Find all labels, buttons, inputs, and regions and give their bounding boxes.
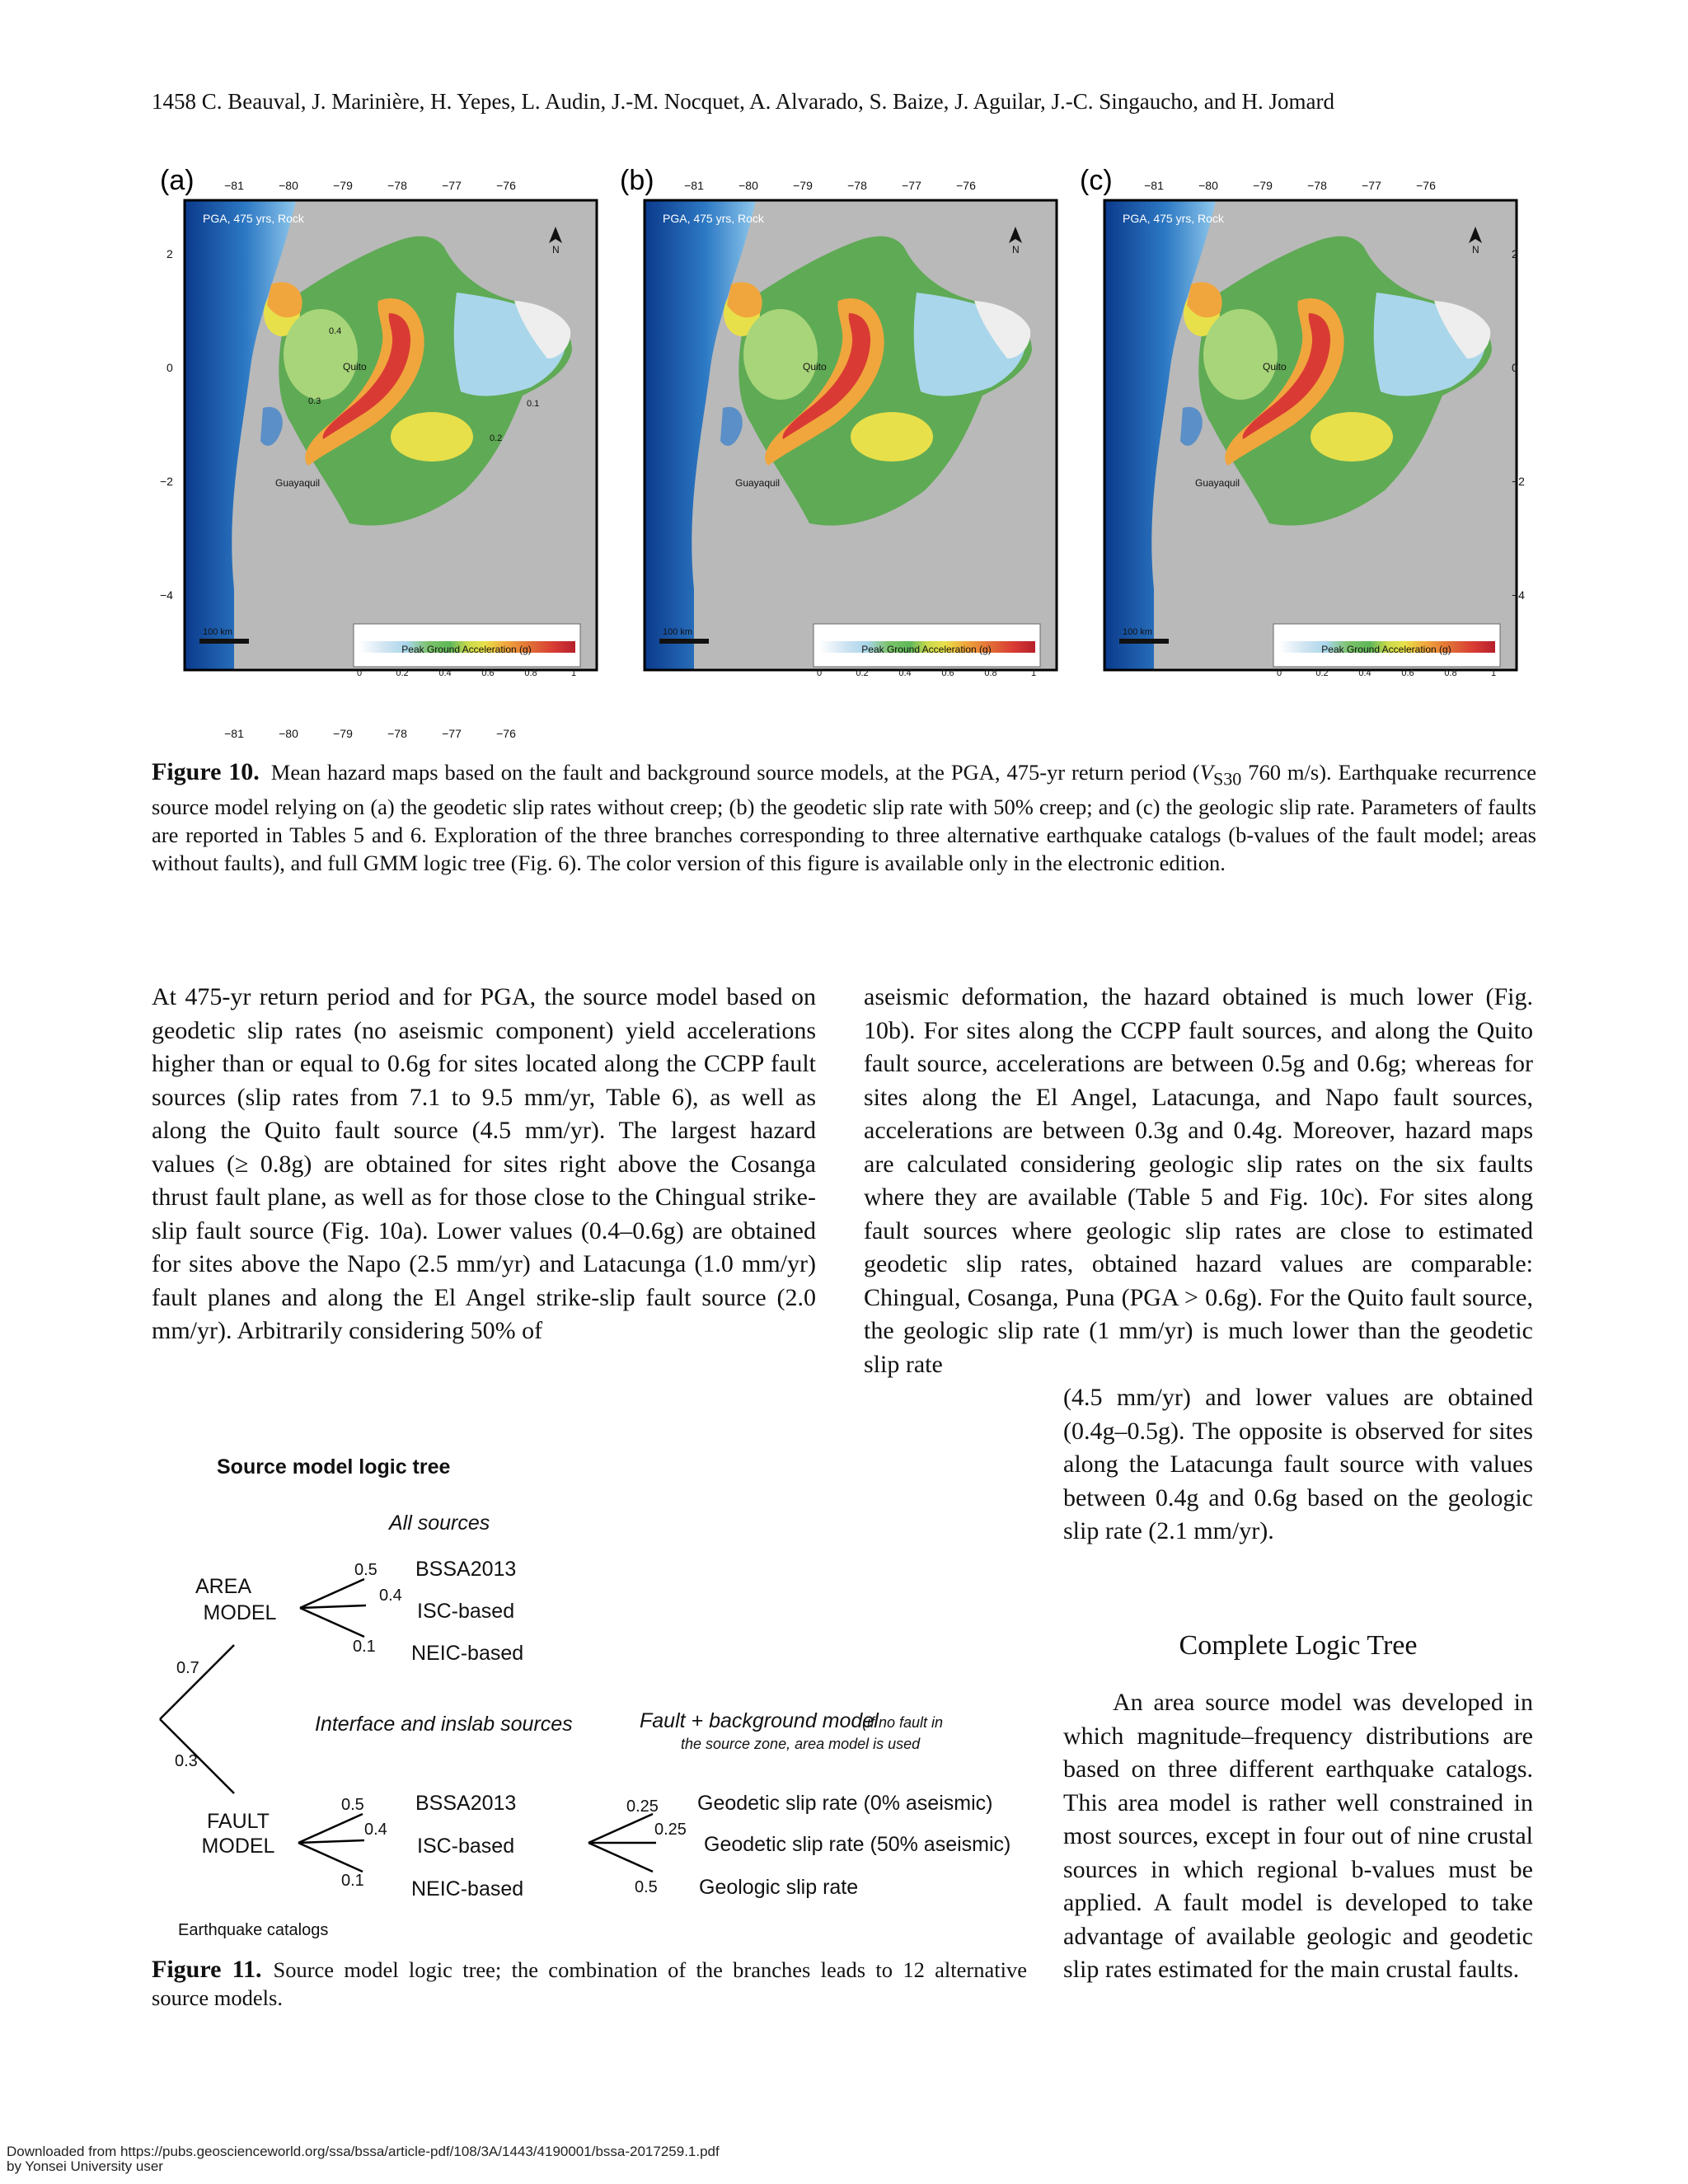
tree-catalogs-caption: Earthquake catalogs <box>178 1921 329 1939</box>
legend-tick: 0.2 <box>396 668 409 678</box>
map-panel-c <box>1104 200 1517 670</box>
city-quito: Quito <box>803 361 827 373</box>
figure-11-label: Figure 11. <box>152 1956 262 1983</box>
lon-tick: −78 <box>387 179 407 192</box>
tree-weight: 0.5 <box>354 1561 377 1579</box>
lon-tick: −76 <box>956 179 976 192</box>
city-guayaquil: Guayaquil <box>275 477 321 489</box>
city-quito: Quito <box>343 361 367 373</box>
lon-tick: −76 <box>496 727 516 740</box>
contour-label: 0.2 <box>490 434 503 443</box>
lat-tick: 0 <box>166 361 173 374</box>
tree-fault-bg-title: Fault + background model <box>640 1709 879 1732</box>
section-paragraph: An area source model was developed in which magnitude–frequency distributions are based on three different earthquake catalogs. This area model is rather well constrained in most sources, except in four out of nine crustal sources in which regional b-values must be applied. A fault model is developed to take advantage of available geologic and geodetic slip rates estimated for the main crustal faults. <box>1063 1689 1533 1983</box>
legend-title: Peak Ground Acceleration (g) <box>861 644 992 655</box>
lon-tick: −79 <box>333 179 353 192</box>
tree-slip-branch: Geodetic slip rate (50% aseismic) <box>704 1833 1011 1856</box>
lon-tick: −78 <box>1307 179 1327 192</box>
legend-tick: 0 <box>816 668 823 678</box>
legend-tick: 0.6 <box>941 668 954 678</box>
tree-title: Source model logic tree <box>217 1455 451 1479</box>
tree-fault-model-1: FAULT <box>207 1810 270 1833</box>
contour-label: 0.1 <box>527 399 540 409</box>
tree-weight: 0.25 <box>626 1797 659 1816</box>
legend-tick: 0.6 <box>1401 668 1414 678</box>
running-header: 1458 C. Beauval, J. Marinière, H. Yepes, L. Audin, J.-M. Nocquet, A. Alvarado, S. Baize, J. Aguilar, J.-C. Singaucho, and H. Jomard <box>152 89 1334 114</box>
tree-weight: 0.4 <box>379 1586 402 1605</box>
legend-tick: 0 <box>356 668 363 678</box>
tree-catalog: NEIC-based <box>411 1642 524 1665</box>
scale-label: 100 km <box>663 627 693 637</box>
tree-catalog: BSSA2013 <box>415 1558 517 1581</box>
figure-11-text: Source model logic tree; the combination of the branches leads to 12 alternative source models. <box>152 1957 1027 2010</box>
panel-title-c: PGA, 475 yrs, Rock <box>1123 212 1224 225</box>
lat-tick: 2 <box>166 247 173 260</box>
legend-tick: 1 <box>570 668 577 678</box>
left-column <box>152 981 816 1348</box>
tree-weight: 0.25 <box>654 1821 687 1839</box>
contour-label: 0.4 <box>329 326 342 336</box>
legend-tick: 1 <box>1030 668 1037 678</box>
scale-label: 100 km <box>203 627 233 637</box>
legend-tick: 0.8 <box>524 668 537 678</box>
tree-weight: 0.5 <box>341 1796 364 1814</box>
legend-title: Peak Ground Acceleration (g) <box>1321 644 1451 655</box>
legend-tick: 0.2 <box>1315 668 1329 678</box>
lon-tick: −81 <box>684 179 704 192</box>
lon-tick: −81 <box>1144 179 1164 192</box>
legend-tick: 0.4 <box>438 668 452 678</box>
map-panel-a <box>185 200 597 670</box>
download-footer-line-1: Downloaded from https://pubs.geoscienceworld.org/ssa/bssa/article-pdf/108/3A/1443/4190001/bssa-2017259.1.pdf <box>7 2144 720 2159</box>
lon-tick: −77 <box>442 727 462 740</box>
tree-slip-branch: Geodetic slip rate (0% aseismic) <box>697 1792 993 1815</box>
right-column-paragraph: aseismic deformation, the hazard obtained is much lower (Fig. 10b). For sites along the CCPP fault sources, and along the Quito fault source, accelerations are between 0.5g and 0.6g; whereas for sites along the El Angel, Latacunga, and Napo fault sources, accelerations are between 0.3g and 0.4g. Moreover, hazard maps are calculated considering geologic slip rates on the six faults where they are available (Table 5 and Fig. 10c). For sites along fault sources where geologic slip rates are close to estimated geodetic slip rates, obtained hazard values are comparable: Chingual, Cosanga, Puna (PGA > 0.6g). For the Quito fault source, the geologic slip rate (1 mm/yr) is much lower than the geodetic slip rate <box>864 983 1533 1378</box>
legend-tick: 0.4 <box>898 668 912 678</box>
download-footer-line-2: by Yonsei University user <box>7 2158 163 2174</box>
figure-10-maps <box>152 161 1536 740</box>
lon-tick: −77 <box>902 179 921 192</box>
tree-catalog: NEIC-based <box>411 1877 524 1900</box>
legend-tick: 0.8 <box>1444 668 1457 678</box>
panel-title-a: PGA, 475 yrs, Rock <box>203 212 304 225</box>
tree-weight: 0.1 <box>341 1872 364 1890</box>
lat-tick: −4 <box>160 588 173 602</box>
lon-tick: −77 <box>442 179 462 192</box>
tree-weight: 0.4 <box>364 1821 387 1839</box>
lon-tick: −81 <box>224 727 244 740</box>
tree-catalog: ISC-based <box>417 1835 515 1858</box>
section-title: Complete Logic Tree <box>1179 1630 1418 1661</box>
tree-weight-area: 0.7 <box>176 1659 199 1677</box>
tree-fault-model-2: MODEL <box>201 1835 275 1858</box>
lon-tick: −78 <box>387 727 407 740</box>
tree-interface-title: Interface and inslab sources <box>315 1713 573 1736</box>
lon-tick: −80 <box>738 179 758 192</box>
legend-title: Peak Ground Acceleration (g) <box>401 644 532 655</box>
lat-tick: −2 <box>1512 475 1525 488</box>
tree-catalog: BSSA2013 <box>415 1792 517 1815</box>
tree-catalog: ISC-based <box>417 1600 515 1623</box>
contour-label: 0.3 <box>308 396 321 406</box>
legend-tick: 0.2 <box>856 668 869 678</box>
panel-label-c: (c) <box>1080 165 1113 196</box>
lon-tick: −76 <box>496 179 516 192</box>
lon-tick: −80 <box>279 727 298 740</box>
lat-tick: 2 <box>1512 247 1518 260</box>
city-guayaquil: Guayaquil <box>1195 477 1240 489</box>
figure-11-logic-tree <box>152 1441 1034 1939</box>
north-label: N <box>552 244 560 255</box>
north-label: N <box>1012 244 1020 255</box>
section-paragraph-container <box>1063 1686 1533 1987</box>
north-label: N <box>1472 244 1479 255</box>
legend-tick: 0 <box>1276 668 1282 678</box>
figure-10-label: Figure 10. <box>152 758 260 785</box>
tree-weight: 0.5 <box>635 1878 658 1896</box>
figure-10-text-before: Mean hazard maps based on the fault and background source models, at the PGA, 475-yr return period ( <box>270 760 1200 785</box>
figure-11-caption <box>152 1956 1027 2012</box>
legend-tick: 0.4 <box>1358 668 1372 678</box>
tree-fault-bg-note: the source zone, area model is used <box>681 1736 921 1752</box>
legend-tick: 1 <box>1490 668 1497 678</box>
tree-weight: 0.1 <box>353 1638 376 1656</box>
lon-tick: −79 <box>793 179 813 192</box>
lon-tick: −80 <box>279 179 298 192</box>
scale-label: 100 km <box>1123 627 1153 637</box>
tree-fault-bg-note: (if no fault in <box>862 1714 944 1731</box>
panel-label-a: (a) <box>160 165 195 196</box>
right-column-continued-paragraph: (4.5 mm/yr) and lower values are obtained (0.4g–0.5g). The opposite is observed for sites along the Latacunga fault source with values between 0.4g and 0.6g based on the geologic slip rate (2.1 mm/yr). <box>1063 1384 1533 1544</box>
lon-tick: −80 <box>1198 179 1218 192</box>
lon-tick: −77 <box>1362 179 1381 192</box>
figure-10-caption <box>152 758 1536 877</box>
panel-title-b: PGA, 475 yrs, Rock <box>663 212 764 225</box>
vs30-symbol: V <box>1199 760 1213 785</box>
tree-area-model-1: AREA <box>195 1575 252 1598</box>
lat-tick: 0 <box>1512 361 1518 374</box>
city-quito: Quito <box>1263 361 1287 373</box>
lon-tick: −76 <box>1416 179 1436 192</box>
lon-tick: −79 <box>333 727 353 740</box>
panel-label-b: (b) <box>620 165 654 196</box>
right-column <box>864 981 1533 1381</box>
lon-tick: −81 <box>224 179 244 192</box>
tree-all-sources: All sources <box>389 1511 490 1535</box>
lat-tick: −2 <box>160 475 173 488</box>
lat-tick: −4 <box>1512 588 1525 602</box>
right-column-continued <box>1063 1381 1533 1549</box>
lon-tick: −78 <box>847 179 867 192</box>
left-column-paragraph: At 475-yr return period and for PGA, the source model based on geodetic slip rates (no aseismic component) yield accelerations higher than or equal to 0.6g for sites located along the CCPP fault sources (slip rates from 7.1 to 9.5 mm/yr, Table 6), as well as along the Quito fault source (4.5 mm/yr). The largest hazard values (≥ 0.8g) are obtained for sites right above the Cosanga thrust fault plane, as well as for those close to the Chingual strike-slip fault source (Fig. 10a). Lower values (0.4–0.6g) are obtained for sites above the Napo (2.5 mm/yr) and Latacunga (1.0 mm/yr) fault planes and along the El Angel strike-slip fault source (2.0 mm/yr). Arbitrarily considering 50% of <box>152 983 816 1344</box>
legend-tick: 0.6 <box>481 668 495 678</box>
tree-weight-fault: 0.3 <box>175 1752 198 1770</box>
legend-tick: 0.8 <box>984 668 997 678</box>
city-guayaquil: Guayaquil <box>735 477 781 489</box>
download-footer <box>7 2144 720 2174</box>
map-panel-b <box>645 200 1057 670</box>
vs30-subscript: S30 <box>1212 768 1242 790</box>
lon-tick: −79 <box>1253 179 1273 192</box>
figure-10-text-after: 760 m/s). Earthquake recurrence source model relying on (a) the geodetic slip rates without creep; (b) the geodetic slip rate with 50% creep; and (c) the geologic slip rate. Parameters of faults are reported in Tables 5 and 6. Exploration of the three branches corresponding to three alternative earthquake catalogs (b-values of the fault model; areas without faults), and full GMM logic tree (Fig. 6). The color version of this figure is available only in the electronic edition. <box>152 760 1537 876</box>
tree-slip-branch: Geologic slip rate <box>699 1876 859 1899</box>
tree-area-model-2: MODEL <box>203 1601 277 1624</box>
